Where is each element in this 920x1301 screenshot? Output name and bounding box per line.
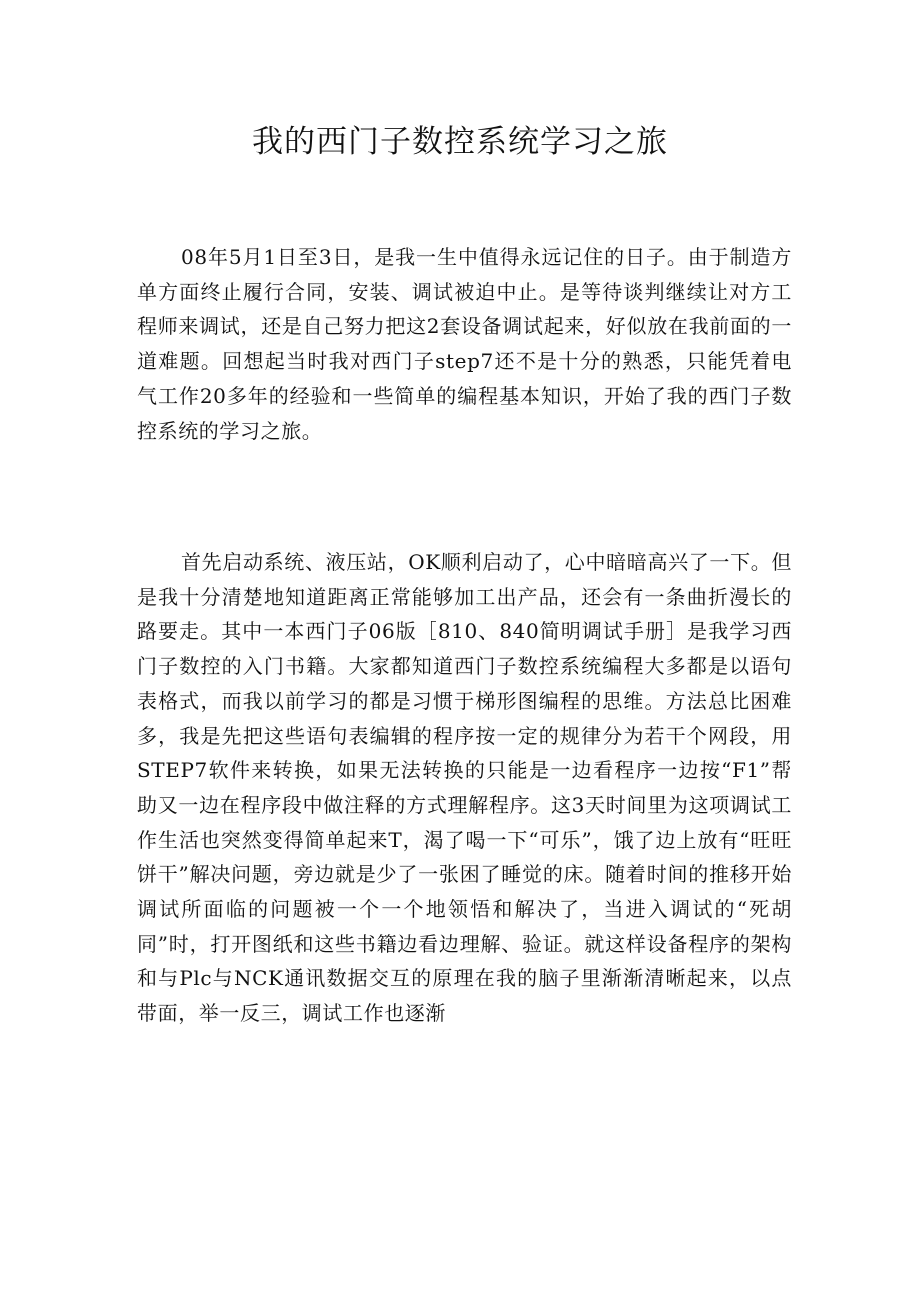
paragraph-1: 08年5月1日至3日，是我一生中值得永远记住的日子。由于制造方单方面终止履行合同，安装、调试被迫中止。是等待谈判继续让对方工程师来调试，还是自己努力把这2套设备调试起来，好似放在我前面的一道难题。回想起当时我对西门子step7还不是十分的熟悉，只能凭着电气工作20多年的经验和一些简单的编程基本知识，开始了我的西门子数控系统的学习之旅。 xyxy=(137,245,792,443)
document-title: 我的西门子数控系统学习之旅 xyxy=(252,124,668,160)
paragraph-2: 首先启动系统、液压站，OK顺利启动了，心中暗暗高兴了一下。但是我十分清楚地知道距离正常能够加工出产品，还会有一条曲折漫长的路要走。其中一本西门子06版［810、840简明调试手册］是我学习西门子数控的入门书籍。大家都知道西门子数控系统编程大多都是以语句表格式，而我以前学习的都是习惯于梯形图编程的思维。方法总比困难多，我是先把这些语句表编辑的程序按一定的规律分为若干个网段，用STEP7软件来转换，如果无法转换的只能是一边看程序一边按“F1”帮助又一边在程序段中做注释的方式理解程序。这3天时间里为这项调试工作生活也突然变得简单起来T，渴了喝一下“可乐”，饿了边上放有“旺旺饼干”解决问题，旁边就是少了一张困了睡觉的床。随着时间的推移开始调试所面临的问题被一个一个地领悟和解决了，当进入调试的“死胡同”时，打开图纸和这些书籍边看边理解、验证。就这样设备程序的架构和与Plc与NCK通讯数据交互的原理在我的脑子里渐渐清晰起来，以点带面，举一反三，调试工作也逐渐 xyxy=(137,550,792,1026)
